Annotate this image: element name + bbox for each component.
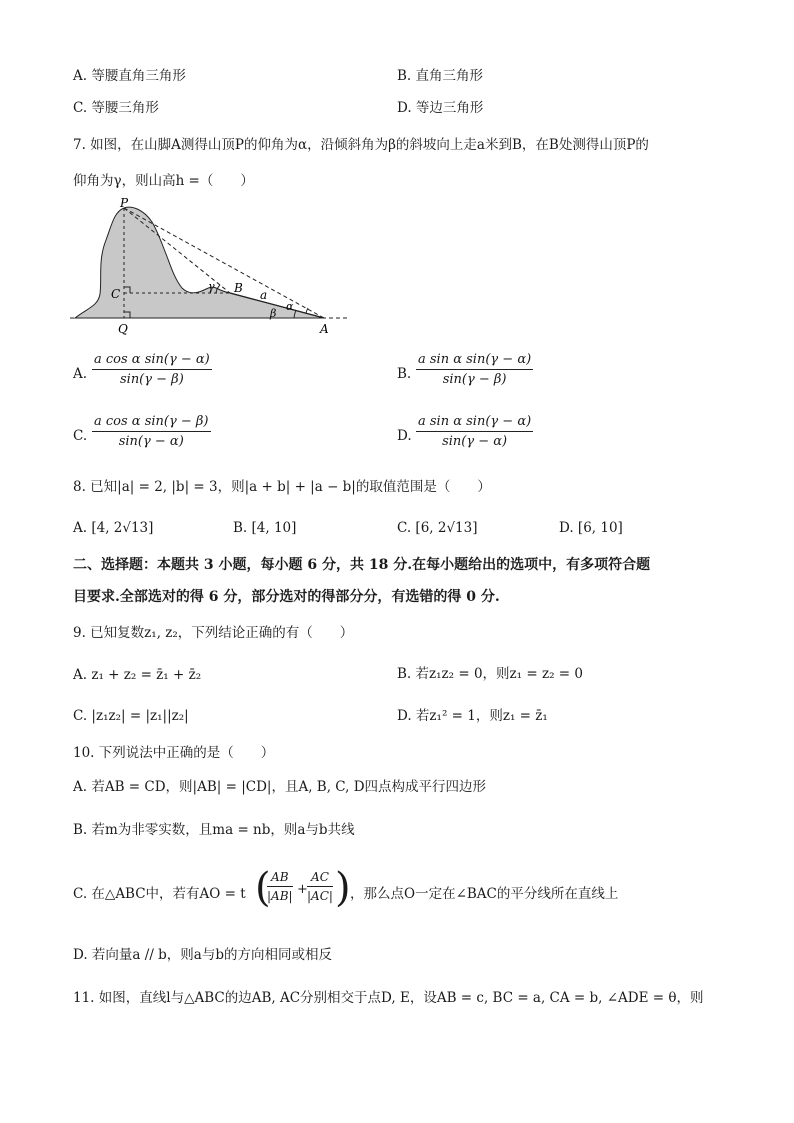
label-gamma: γ — [208, 280, 215, 293]
q10-option-c-prefix: C. 在△ABC中，若有AO = t — [73, 886, 246, 902]
label-alpha: α — [286, 300, 294, 313]
label-c: C — [111, 287, 121, 301]
q7-option-a-denominator: sin(γ − β) — [119, 372, 184, 387]
q7-mountain-figure — [70, 198, 355, 338]
q7-option-a-numerator: a cos α sin(γ − α) — [92, 352, 212, 370]
q8-option-d: D. [6, 10] — [559, 520, 623, 536]
label-p: P — [120, 198, 129, 210]
q10-frac-ab-num: AB — [267, 870, 293, 887]
q8-option-c: C. [6, 2√13] — [397, 520, 478, 536]
q7-option-c-fraction — [92, 414, 211, 449]
q9-option-c: C. |z₁z₂| = |z₁||z₂| — [73, 708, 189, 724]
q7-option-c-numerator: a cos α sin(γ − β) — [92, 414, 211, 432]
q9-option-b: B. 若z₁z₂ = 0，则z₁ = z₂ = 0 — [397, 666, 583, 682]
q10-frac-ab — [267, 870, 293, 903]
q11-stem: 11. 如图，直线l与△ABC的边AB, AC分别相交于点D, E，设AB = c, BC = a, CA = b, ∠ADE = θ，则 — [73, 990, 704, 1006]
q7-option-b-fraction — [416, 352, 533, 387]
q10-option-c-bracket-expr — [255, 860, 351, 920]
q7-option-d-numerator: a sin α sin(γ − α) — [416, 414, 533, 432]
q10-frac-ac-den: |AC| — [307, 889, 333, 903]
q6-option-d: D. 等边三角形 — [397, 100, 484, 116]
q8-option-a: A. [4, 2√13] — [73, 520, 154, 536]
section2-heading-line2: 目要求.全部选对的得 6 分，部分选对的得部分分，有选错的得 0 分. — [73, 589, 500, 605]
q10-option-b: B. 若m为非零实数，且ma = nb，则a与b共线 — [73, 822, 355, 838]
q9-stem: 9. 已知复数z₁, z₂，下列结论正确的有（ ） — [73, 625, 354, 641]
q10-frac-ab-den: |AB| — [267, 889, 293, 903]
plus-sign: + — [297, 882, 308, 897]
q10-option-c-suffix: ，那么点O一定在∠BAC的平分线所在直线上 — [350, 886, 619, 902]
label-beta: β — [270, 307, 277, 320]
q7-option-d-denominator: sin(γ − α) — [442, 434, 508, 449]
q6-option-a: A. 等腰直角三角形 — [73, 68, 186, 84]
q7-option-a-label: A. — [73, 366, 88, 382]
label-a-point: A — [320, 322, 329, 336]
q7-option-d-fraction — [416, 414, 533, 449]
q7-option-b-label: B. — [397, 366, 412, 382]
q7-option-c-denominator: sin(γ − α) — [118, 434, 184, 449]
q6-option-c: C. 等腰三角形 — [73, 100, 159, 116]
right-paren: ) — [335, 865, 351, 911]
q10-option-d: D. 若向量a // b，则a与b的方向相同或相反 — [73, 947, 332, 963]
label-b: B — [234, 281, 243, 295]
left-paren: ( — [255, 865, 271, 911]
q9-option-a: A. z₁ + z₂ = z̄₁ + z̄₂ — [73, 667, 202, 683]
q7-option-c-label: C. — [73, 428, 88, 444]
q7-option-a-fraction — [92, 352, 212, 387]
q10-stem: 10. 下列说法中正确的是（ ） — [73, 745, 275, 761]
q8-option-b: B. [4, 10] — [233, 520, 297, 536]
q6-option-b: B. 直角三角形 — [397, 68, 484, 84]
q7-stem-line2: 仰角为γ，则山高h =（ ） — [73, 173, 254, 189]
label-a-side: a — [260, 288, 268, 302]
q10-frac-ac — [307, 870, 333, 903]
label-q: Q — [118, 322, 128, 336]
q10-frac-ac-num: AC — [307, 870, 333, 887]
section2-heading-line1: 二、选择题：本题共 3 小题，每小题 6 分，共 18 分.在每小题给出的选项中，有多项符合题 — [73, 557, 651, 573]
q9-option-d: D. 若z₁² = 1，则z₁ = z̄₁ — [397, 708, 548, 724]
q7-option-b-numerator: a sin α sin(γ − α) — [416, 352, 533, 370]
q8-stem: 8. 已知|a| = 2, |b| = 3，则|a + b| + |a − b|的取值范围是（ ） — [73, 479, 491, 495]
q7-option-d-label: D. — [397, 428, 412, 444]
q10-option-a: A. 若AB = CD，则|AB| = |CD|，且A, B, C, D四点构成平行四边形 — [73, 779, 487, 795]
q7-stem-line1: 7. 如图，在山脚A测得山顶P的仰角为α，沿倾斜角为β的斜坡向上走a米到B，在B处测得山顶P的 — [73, 137, 649, 153]
q7-option-b-denominator: sin(γ − β) — [442, 372, 507, 387]
